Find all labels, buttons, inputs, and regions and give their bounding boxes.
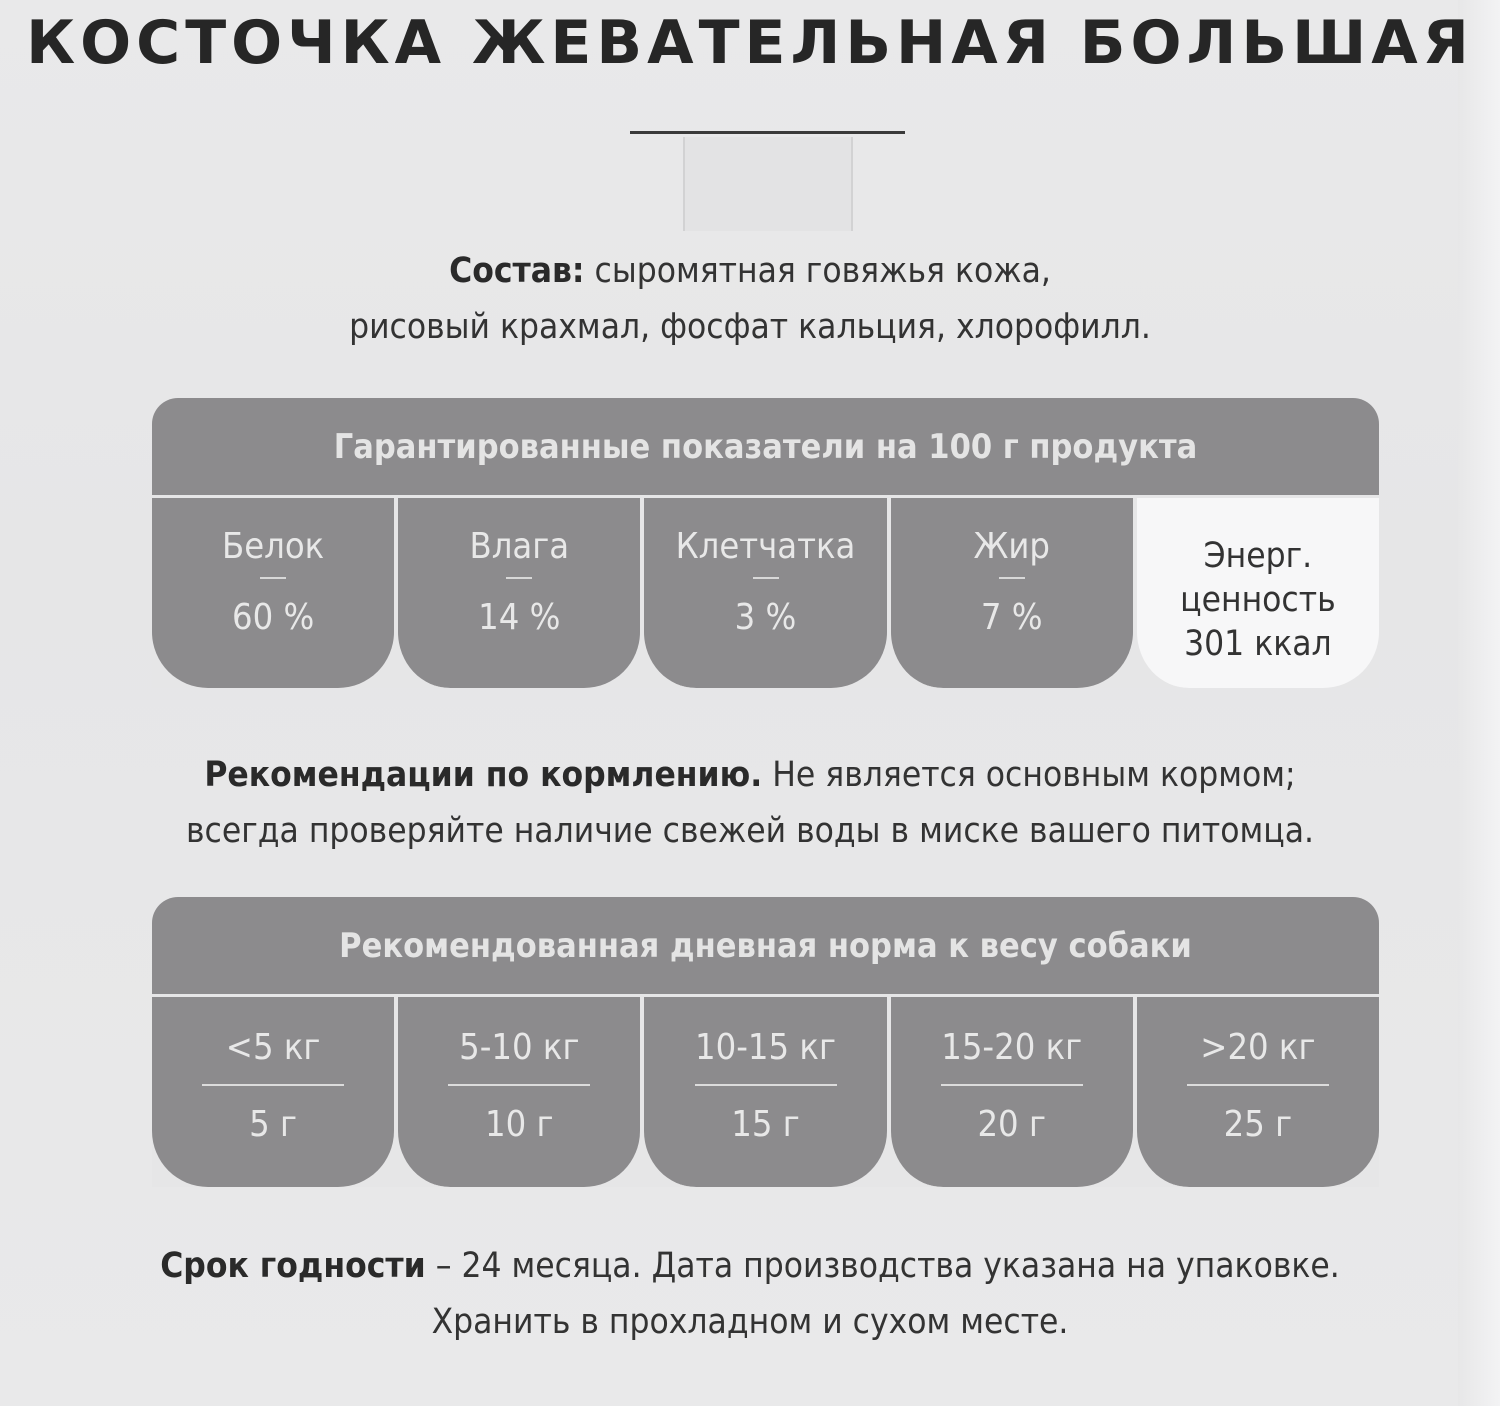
daily-norm-cell	[1133, 997, 1379, 1187]
norm-divider	[448, 1084, 590, 1086]
daily-norm-cell	[394, 997, 640, 1187]
dog-weight: >20 кг	[1200, 1027, 1316, 1068]
dog-weight: 10-15 кг	[695, 1027, 836, 1068]
norm-divider	[202, 1084, 344, 1086]
energy-cell	[1133, 498, 1379, 688]
product-title: КОСТОЧКА ЖЕВАТЕЛЬНАЯ БОЛЬШАЯ	[26, 8, 1474, 78]
feeding-text1: Не является основным кормом;	[772, 755, 1296, 795]
nutrient-divider	[506, 577, 532, 579]
daily-amount: 25 г	[1223, 1104, 1293, 1145]
shelf-label: Срок годности	[160, 1246, 426, 1286]
composition-line2: рисовый крахмал, фосфат кальция, хлорофилл.	[349, 307, 1151, 347]
nutrient-divider	[753, 577, 779, 579]
nutrient-value: 3 %	[734, 597, 797, 638]
composition	[0, 243, 1500, 355]
dog-weight: 5-10 кг	[459, 1027, 580, 1068]
daily-norm-cell	[640, 997, 886, 1187]
norm-divider	[1187, 1084, 1329, 1086]
nutrient-label: Жир	[973, 526, 1050, 567]
nutrient-divider	[260, 577, 286, 579]
nutrient-label: Влага	[469, 526, 570, 567]
feeding-recommendations	[0, 747, 1500, 859]
norm-divider	[695, 1084, 837, 1086]
shelf-life	[0, 1238, 1500, 1350]
daily-norm-cell	[152, 997, 394, 1187]
shelf-text2: Хранить в прохладном и сухом месте.	[431, 1302, 1069, 1342]
daily-norm-header: Рекомендованная дневная норма к весу собаки	[152, 897, 1379, 997]
nutrient-value: 60 %	[231, 597, 315, 638]
feeding-text2: всегда проверяйте наличие свежей воды в миске вашего питомца.	[185, 811, 1315, 851]
nutrition-header: Гарантированные показатели на 100 г продукта	[152, 398, 1379, 498]
nutrient-value: 14 %	[478, 597, 561, 638]
dog-weight: 15-20 кг	[941, 1027, 1083, 1068]
composition-label: Состав:	[449, 251, 585, 291]
daily-amount: 20 г	[977, 1104, 1046, 1145]
title-divider	[630, 131, 905, 134]
daily-norm-panel	[152, 897, 1379, 1187]
nutrient-cell-protein	[152, 498, 394, 688]
energy-text	[1180, 534, 1335, 666]
energy-value: 301 ккал	[1184, 624, 1332, 664]
daily-amount: 15 г	[731, 1104, 800, 1145]
shelf-text1: – 24 месяца. Дата производства указана на упаковке.	[435, 1246, 1340, 1286]
nutrient-cell-fiber	[640, 498, 886, 688]
nutrient-cell-moisture	[394, 498, 640, 688]
nutrient-label: Клетчатка	[675, 526, 856, 567]
nutrient-value: 7 %	[980, 597, 1043, 638]
package-seam	[683, 137, 853, 231]
daily-amount: 10 г	[485, 1104, 554, 1145]
nutrient-cell-fat	[887, 498, 1133, 688]
norm-divider	[941, 1084, 1083, 1086]
energy-line2: ценность	[1180, 580, 1336, 620]
feeding-label: Рекомендации по кормлению.	[204, 755, 763, 795]
nutrient-divider	[999, 577, 1025, 579]
composition-line1: сыромятная говяжья кожа,	[594, 251, 1051, 291]
daily-norm-cell	[887, 997, 1133, 1187]
dog-weight: <5 кг	[225, 1027, 321, 1068]
daily-amount: 5 г	[249, 1104, 298, 1145]
nutrient-label: Белок	[221, 526, 325, 567]
package-edge	[1458, 0, 1500, 1406]
nutrition-panel	[152, 398, 1379, 688]
energy-line1: Энерг.	[1203, 536, 1313, 576]
